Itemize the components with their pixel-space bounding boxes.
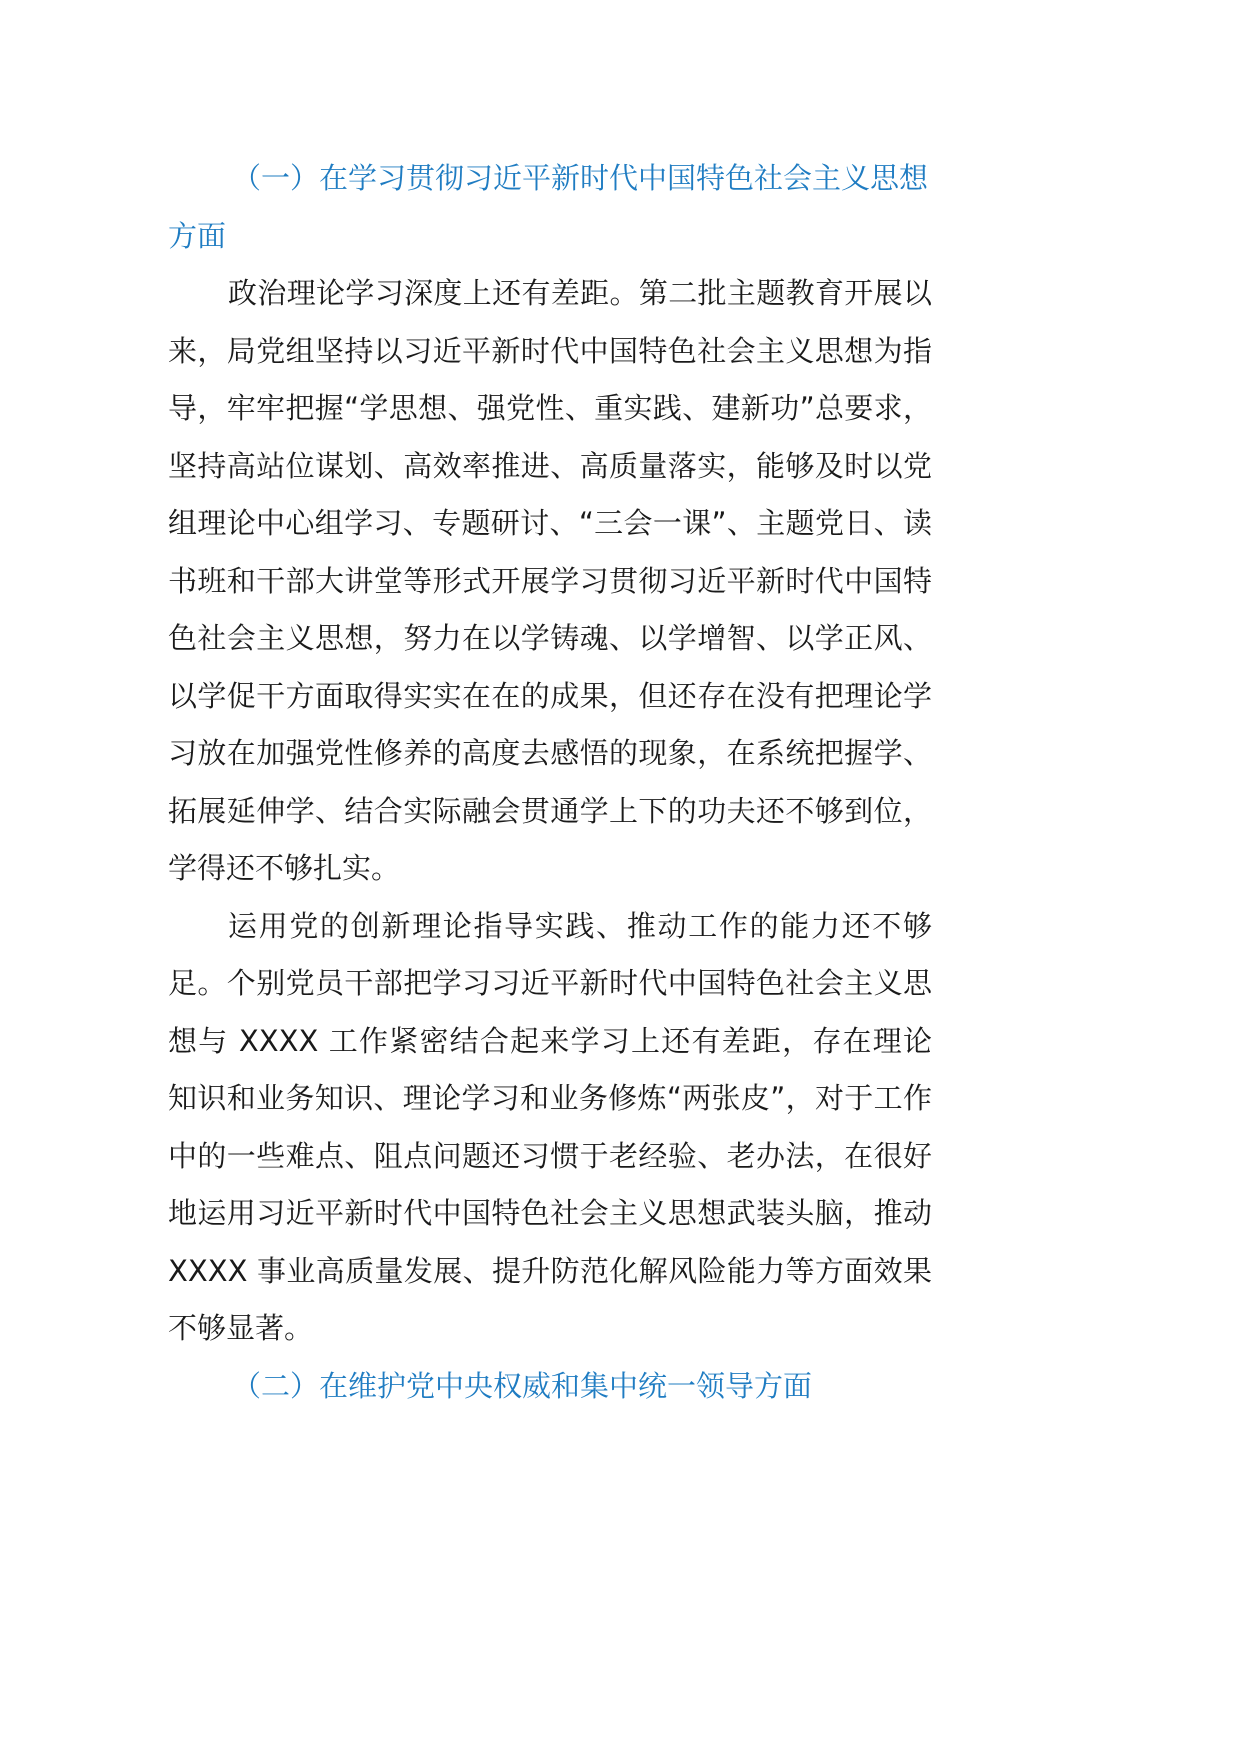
section-heading-1: （一）在学习贯彻习近平新时代中国特色社会主义思想方面 — [168, 161, 929, 253]
document-body — [168, 150, 932, 1415]
paragraph-2: 运用党的创新理论指导实践、推动工作的能力还不够足。个别党员干部把学习习近平新时代中国特色社会主义思想与 XXXX 工作紧密结合起来学习上还有差距，存在理论知识和业务知识、理论学习和业务修炼“两张皮”，对于工作中的一些难点、阻点问题还习惯于老经验、老办法，在很好地运用习近平新时代中国特色社会主义思想武装头脑，推动 XXXX 事业高质量发展、提升防范化解风险能力等方面效果不够显著。 — [168, 908, 932, 1345]
section-heading-2: （二）在维护党中央权威和集中统一领导方面 — [232, 1368, 813, 1403]
paragraph-1: 政治理论学习深度上还有差距。第二批主题教育开展以来，局党组坚持以习近平新时代中国特色社会主义思想为指导，牢牢把握“学思想、强党性、重实践、建新功”总要求，坚持高站位谋划、高效率推进、高质量落实，能够及时以党组理论中心组学习、专题研讨、“三会一课”、主题党日、读书班和干部大讲堂等形式开展学习贯彻习近平新时代中国特色社会主义思想，努力在以学铸魂、以学增智、以学正风、以学促干方面取得实实在在的成果，但还存在没有把理论学习放在加强党性修养的高度去感悟的现象，在系统把握学、拓展延伸学、结合实际融会贯通学上下的功夫还不够到位，学得还不够扎实。 — [168, 276, 932, 885]
